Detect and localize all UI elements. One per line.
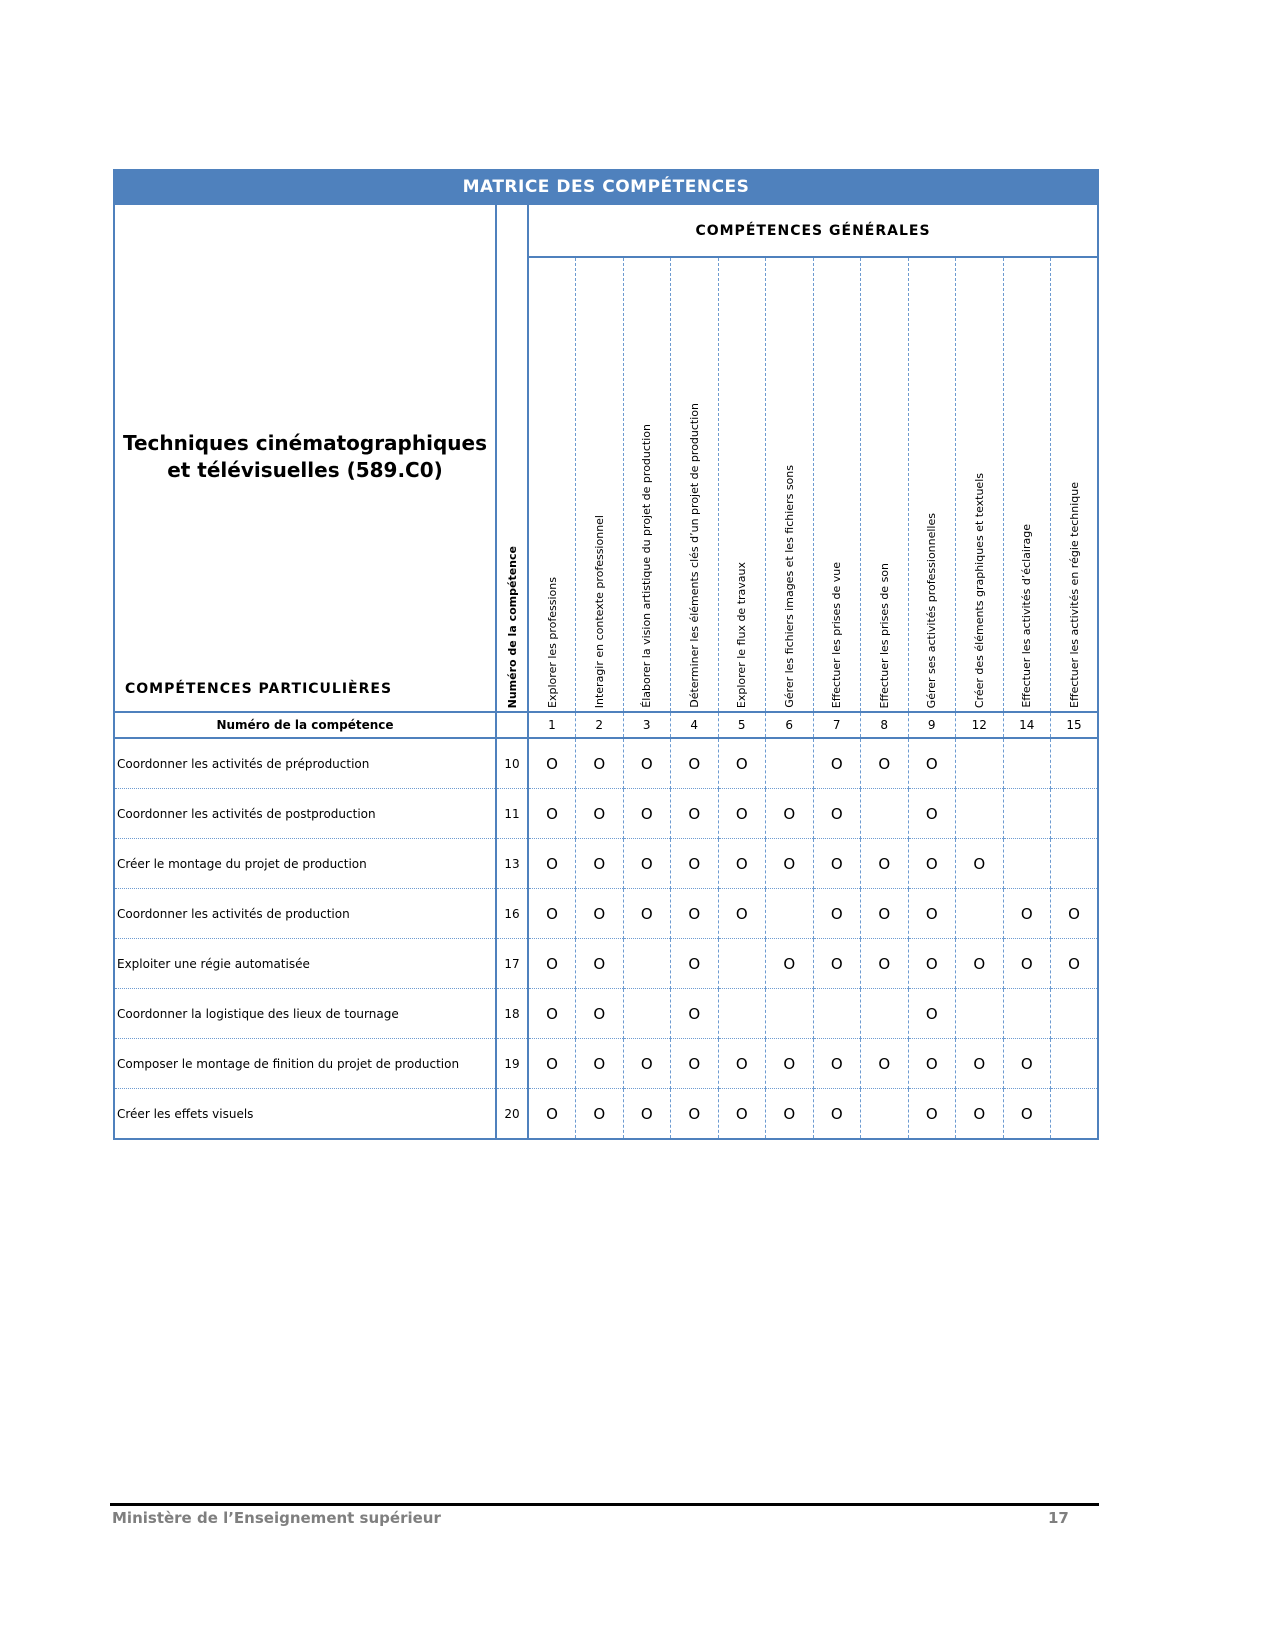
matrix-mark: O xyxy=(1051,939,1099,989)
program-title: Techniques cinématographiques et télévisuelles (589.C0) xyxy=(123,431,487,482)
matrix-mark: O xyxy=(671,738,719,789)
column-label: Interagir en contexte professionnel xyxy=(592,514,606,708)
matrix-mark: O xyxy=(908,889,956,939)
matrix-mark: O xyxy=(766,1039,814,1089)
column-number: 5 xyxy=(718,712,766,738)
matrix-mark xyxy=(1051,1039,1099,1089)
column-header xyxy=(908,257,956,712)
table-row xyxy=(114,789,1098,839)
matrix-mark: O xyxy=(671,839,719,889)
matrix-mark: O xyxy=(576,939,624,989)
matrix-mark: O xyxy=(623,889,671,939)
matrix-mark: O xyxy=(576,1089,624,1140)
row-number: 20 xyxy=(496,1089,528,1140)
matrix-mark xyxy=(1003,839,1051,889)
matrix-mark: O xyxy=(908,738,956,789)
row-label: Coordonner les activités de production xyxy=(114,889,496,939)
matrix-mark: O xyxy=(1003,1089,1051,1140)
matrix-mark: O xyxy=(766,789,814,839)
table-row xyxy=(114,839,1098,889)
matrix-mark xyxy=(861,1089,909,1140)
row-number: 10 xyxy=(496,738,528,789)
matrix-mark xyxy=(623,989,671,1039)
matrix-mark: O xyxy=(671,939,719,989)
column-number: 12 xyxy=(956,712,1004,738)
row-label: Exploiter une régie automatisée xyxy=(114,939,496,989)
matrix-mark: O xyxy=(671,889,719,939)
matrix-mark: O xyxy=(718,889,766,939)
matrix-mark: O xyxy=(813,939,861,989)
table-row xyxy=(114,989,1098,1039)
matrix-mark xyxy=(861,989,909,1039)
matrix-mark xyxy=(1051,989,1099,1039)
footer-divider xyxy=(110,1503,1099,1506)
matrix-mark xyxy=(1051,1089,1099,1140)
footer-ministry: Ministère de l’Enseignement supérieur xyxy=(112,1509,441,1527)
row-number: 16 xyxy=(496,889,528,939)
column-number: 15 xyxy=(1051,712,1099,738)
matrix-mark xyxy=(956,738,1004,789)
matrix-mark: O xyxy=(528,839,576,889)
matrix-mark xyxy=(766,989,814,1039)
general-header: COMPÉTENCES GÉNÉRALES xyxy=(528,205,1098,257)
matrix-mark: O xyxy=(528,1039,576,1089)
matrix-mark: O xyxy=(766,839,814,889)
row-label: Composer le montage de finition du projet de production xyxy=(114,1039,496,1089)
matrix-mark xyxy=(956,889,1004,939)
matrix-mark: O xyxy=(813,889,861,939)
table-row xyxy=(114,1039,1098,1089)
matrix-mark xyxy=(1003,789,1051,839)
column-label: Effectuer les prises de son xyxy=(877,562,891,708)
row-label: Coordonner les activités de postproduction xyxy=(114,789,496,839)
competency-matrix xyxy=(113,169,1099,1140)
matrix-mark: O xyxy=(908,1039,956,1089)
particular-label: COMPÉTENCES PARTICULIÈRES xyxy=(125,681,393,697)
column-header xyxy=(1051,257,1099,712)
column-number: 2 xyxy=(576,712,624,738)
row-label: Créer le montage du projet de production xyxy=(114,839,496,889)
num-header xyxy=(496,205,528,712)
num-row-label: Numéro de la compétence xyxy=(114,712,496,738)
matrix-mark xyxy=(1051,789,1099,839)
column-label: Effectuer les activités en régie technique xyxy=(1067,482,1081,708)
matrix-mark: O xyxy=(813,738,861,789)
matrix-mark: O xyxy=(623,1089,671,1140)
matrix-mark: O xyxy=(861,839,909,889)
column-header xyxy=(718,257,766,712)
matrix-mark: O xyxy=(528,789,576,839)
column-header xyxy=(576,257,624,712)
matrix-mark: O xyxy=(908,1089,956,1140)
matrix-title: MATRICE DES COMPÉTENCES xyxy=(113,169,1099,205)
matrix-mark: O xyxy=(908,989,956,1039)
column-header xyxy=(623,257,671,712)
page-number: 17 xyxy=(1048,1509,1069,1527)
matrix-mark: O xyxy=(956,939,1004,989)
matrix-mark: O xyxy=(956,1089,1004,1140)
matrix-mark: O xyxy=(1051,889,1099,939)
column-label: Créer des éléments graphiques et textuels xyxy=(972,472,986,708)
matrix-mark: O xyxy=(528,738,576,789)
matrix-mark xyxy=(813,989,861,1039)
matrix-mark: O xyxy=(576,789,624,839)
column-label: Effectuer les prises de vue xyxy=(830,561,844,708)
column-number: 1 xyxy=(528,712,576,738)
matrix-mark: O xyxy=(861,738,909,789)
matrix-mark: O xyxy=(956,839,1004,889)
table-row xyxy=(114,939,1098,989)
matrix-mark: O xyxy=(576,1039,624,1089)
matrix-mark: O xyxy=(718,1089,766,1140)
matrix-mark: O xyxy=(813,839,861,889)
column-label: Explorer les professions xyxy=(545,577,559,708)
matrix-mark: O xyxy=(671,789,719,839)
row-label: Créer les effets visuels xyxy=(114,1089,496,1140)
column-number: 7 xyxy=(813,712,861,738)
column-number: 3 xyxy=(623,712,671,738)
matrix-mark xyxy=(1051,839,1099,889)
matrix-mark xyxy=(766,889,814,939)
matrix-mark: O xyxy=(956,1039,1004,1089)
column-label: Effectuer les activités d’éclairage xyxy=(1020,524,1034,708)
matrix-mark: O xyxy=(766,939,814,989)
program-cell xyxy=(114,205,496,712)
row-label: Coordonner les activités de préproduction xyxy=(114,738,496,789)
matrix-mark: O xyxy=(861,889,909,939)
row-number: 11 xyxy=(496,789,528,839)
matrix-mark: O xyxy=(813,789,861,839)
matrix-mark: O xyxy=(718,1039,766,1089)
matrix-mark xyxy=(1003,989,1051,1039)
matrix-mark: O xyxy=(908,789,956,839)
column-number: 4 xyxy=(671,712,719,738)
matrix-mark: O xyxy=(861,1039,909,1089)
matrix-mark: O xyxy=(528,989,576,1039)
column-number: 6 xyxy=(766,712,814,738)
column-label: Gérer les fichiers images et les fichiers sons xyxy=(782,465,796,708)
row-number: 19 xyxy=(496,1039,528,1089)
matrix-mark: O xyxy=(576,989,624,1039)
column-label: Explorer le flux de travaux xyxy=(735,561,749,708)
matrix-mark xyxy=(1051,738,1099,789)
matrix-mark xyxy=(861,789,909,839)
row-number: 17 xyxy=(496,939,528,989)
matrix-mark: O xyxy=(1003,889,1051,939)
matrix-mark: O xyxy=(528,939,576,989)
column-label: Déterminer les éléments clés d’un projet de production xyxy=(687,403,701,708)
matrix-mark: O xyxy=(718,839,766,889)
matrix-mark: O xyxy=(576,889,624,939)
matrix-mark: O xyxy=(528,889,576,939)
matrix-mark: O xyxy=(623,1039,671,1089)
column-header xyxy=(813,257,861,712)
matrix-mark: O xyxy=(528,1089,576,1140)
num-row-empty xyxy=(496,712,528,738)
matrix-mark xyxy=(956,989,1004,1039)
matrix-mark xyxy=(766,738,814,789)
matrix-mark: O xyxy=(623,789,671,839)
row-number: 13 xyxy=(496,839,528,889)
matrix-mark: O xyxy=(813,1039,861,1089)
matrix-mark: O xyxy=(813,1089,861,1140)
column-number: 9 xyxy=(908,712,956,738)
matrix-mark: O xyxy=(908,939,956,989)
matrix-mark: O xyxy=(671,1089,719,1140)
matrix-mark: O xyxy=(861,939,909,989)
row-number: 18 xyxy=(496,989,528,1039)
matrix-mark xyxy=(1003,738,1051,789)
matrix-mark xyxy=(623,939,671,989)
matrix-mark: O xyxy=(671,989,719,1039)
column-header xyxy=(528,257,576,712)
column-header xyxy=(766,257,814,712)
column-number: 14 xyxy=(1003,712,1051,738)
matrix-mark: O xyxy=(576,839,624,889)
matrix-mark: O xyxy=(576,738,624,789)
matrix-mark: O xyxy=(908,839,956,889)
num-vertical-label: Numéro de la compétence xyxy=(505,545,519,708)
matrix-table xyxy=(113,205,1099,1140)
matrix-mark: O xyxy=(718,789,766,839)
matrix-mark: O xyxy=(623,738,671,789)
matrix-mark: O xyxy=(1003,939,1051,989)
matrix-mark xyxy=(956,789,1004,839)
table-row xyxy=(114,889,1098,939)
matrix-mark: O xyxy=(1003,1039,1051,1089)
column-header xyxy=(956,257,1004,712)
table-row xyxy=(114,1089,1098,1140)
matrix-mark xyxy=(718,939,766,989)
table-row xyxy=(114,738,1098,789)
column-header xyxy=(861,257,909,712)
matrix-mark xyxy=(718,989,766,1039)
matrix-mark: O xyxy=(671,1039,719,1089)
column-number: 8 xyxy=(861,712,909,738)
matrix-mark: O xyxy=(718,738,766,789)
column-header xyxy=(671,257,719,712)
column-label: Élaborer la vision artistique du projet de production xyxy=(640,424,654,708)
column-label: Gérer ses activités professionnelles xyxy=(925,512,939,708)
matrix-mark: O xyxy=(623,839,671,889)
column-header xyxy=(1003,257,1051,712)
matrix-mark: O xyxy=(766,1089,814,1140)
row-label: Coordonner la logistique des lieux de tournage xyxy=(114,989,496,1039)
